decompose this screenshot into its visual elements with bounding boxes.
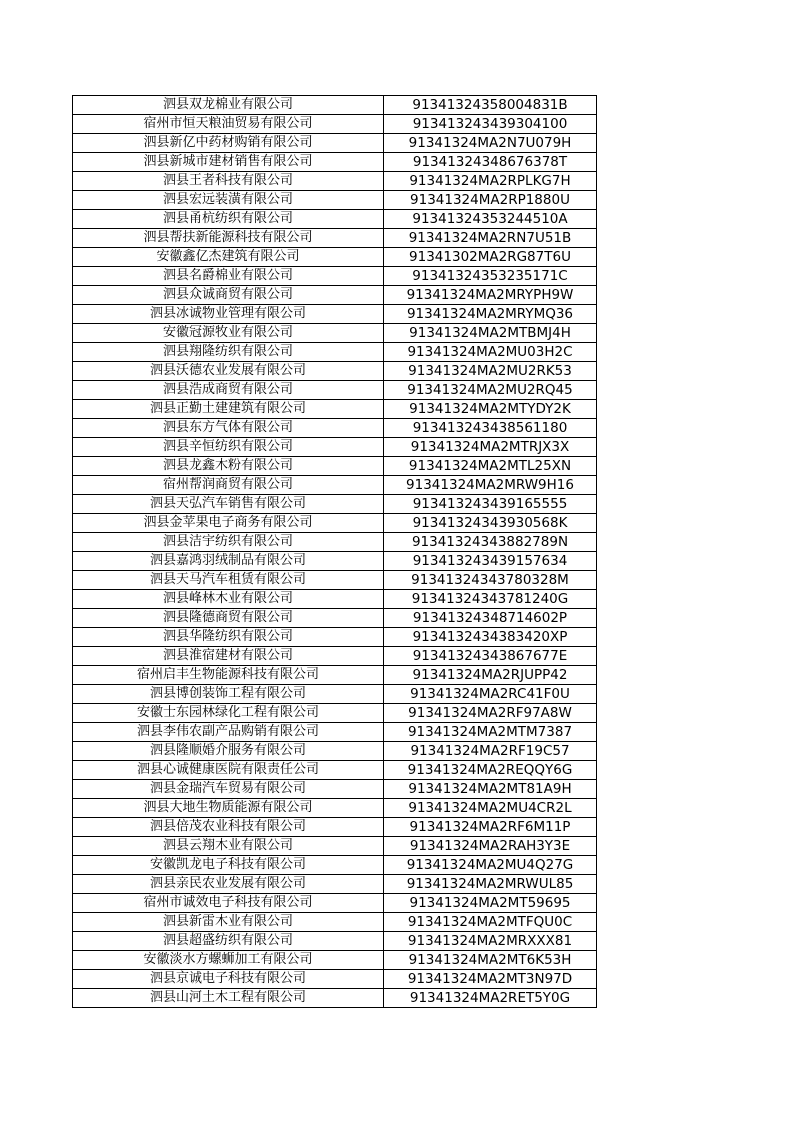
credit-code-cell: 91341324MA2RF97A8W: [384, 704, 597, 723]
company-name-cell: 泗县嘉鸿羽绒制品有限公司: [73, 552, 384, 571]
company-name-cell: 泗县云翔木业有限公司: [73, 837, 384, 856]
table-row: [73, 400, 597, 419]
credit-code-cell: 91341324MA2MU4Q27G: [384, 856, 597, 875]
company-name-cell: 泗县双龙棉业有限公司: [73, 96, 384, 115]
table-row: [73, 742, 597, 761]
credit-code-cell: 91341324343780328M: [384, 571, 597, 590]
company-name-cell: 泗县浩成商贸有限公司: [73, 381, 384, 400]
credit-code-cell: 91341324MA2MTRJX3X: [384, 438, 597, 457]
company-name-cell: 泗县翔隆纺织有限公司: [73, 343, 384, 362]
company-name-cell: 泗县金苹果电子商务有限公司: [73, 514, 384, 533]
table-row: [73, 913, 597, 932]
credit-code-cell: 91341324MA2MU4CR2L: [384, 799, 597, 818]
table-row: [73, 571, 597, 590]
table-row: [73, 799, 597, 818]
credit-code-cell: 91341324343930568K: [384, 514, 597, 533]
credit-code-cell: 91341324348676378T: [384, 153, 597, 172]
credit-code-cell: 91341324MA2RPLKG7H: [384, 172, 597, 191]
company-name-cell: 泗县王者科技有限公司: [73, 172, 384, 191]
company-name-cell: 宿州市恒天粮油贸易有限公司: [73, 115, 384, 134]
company-name-cell: 安徽凯龙电子科技有限公司: [73, 856, 384, 875]
credit-code-cell: 91341324MA2RET5Y0G: [384, 989, 597, 1008]
table-row: [73, 96, 597, 115]
company-table: [72, 95, 597, 1008]
company-name-cell: 泗县心诚健康医院有限责任公司: [73, 761, 384, 780]
company-name-cell: 泗县天弘汽车销售有限公司: [73, 495, 384, 514]
table-row: [73, 267, 597, 286]
credit-code-cell: 91341324MA2RP1880U: [384, 191, 597, 210]
credit-code-cell: 91341324MA2MT3N97D: [384, 970, 597, 989]
table-row: [73, 343, 597, 362]
table-row: [73, 324, 597, 343]
table-body: [73, 96, 597, 1008]
table-row: [73, 476, 597, 495]
company-name-cell: 安徽士东园林绿化工程有限公司: [73, 704, 384, 723]
credit-code-cell: 91341324MA2MT59695: [384, 894, 597, 913]
company-name-cell: 泗县天马汽车租赁有限公司: [73, 571, 384, 590]
company-name-cell: 安徽淡水方螺蛳加工有限公司: [73, 951, 384, 970]
credit-code-cell: 91341324MA2RF6M11P: [384, 818, 597, 837]
table-row: [73, 780, 597, 799]
company-name-cell: 泗县李伟农副产品购销有限公司: [73, 723, 384, 742]
credit-code-cell: 91341324MA2MRXXX81: [384, 932, 597, 951]
company-name-cell: 泗县华隆纺织有限公司: [73, 628, 384, 647]
credit-code-cell: 913413243438561180: [384, 419, 597, 438]
company-name-cell: 泗县名爵棉业有限公司: [73, 267, 384, 286]
table-row: [73, 514, 597, 533]
table-row: [73, 210, 597, 229]
table-row: [73, 989, 597, 1008]
company-name-cell: 泗县倍茂农业科技有限公司: [73, 818, 384, 837]
company-name-cell: 泗县大地生物质能源有限公司: [73, 799, 384, 818]
table-row: [73, 685, 597, 704]
credit-code-cell: 91341324MA2MT81A9H: [384, 780, 597, 799]
table-row: [73, 191, 597, 210]
table-row: [73, 666, 597, 685]
company-name-cell: 泗县新城市建材销售有限公司: [73, 153, 384, 172]
company-name-cell: 泗县京诚电子科技有限公司: [73, 970, 384, 989]
credit-code-cell: 91341324MA2MTL25XN: [384, 457, 597, 476]
credit-code-cell: 91341324MA2RJUPP42: [384, 666, 597, 685]
credit-code-cell: 91341324MA2RAH3Y3E: [384, 837, 597, 856]
company-name-cell: 安徽冠源牧业有限公司: [73, 324, 384, 343]
table-row: [73, 818, 597, 837]
credit-code-cell: 91341324MA2MTYDY2K: [384, 400, 597, 419]
company-name-cell: 泗县山河土木工程有限公司: [73, 989, 384, 1008]
table-row: [73, 172, 597, 191]
table-row: [73, 609, 597, 628]
company-name-cell: 泗县峰林木业有限公司: [73, 590, 384, 609]
table-row: [73, 533, 597, 552]
company-name-cell: 泗县龙鑫木粉有限公司: [73, 457, 384, 476]
company-name-cell: 泗县辛恒纺织有限公司: [73, 438, 384, 457]
table-row: [73, 286, 597, 305]
table-row: [73, 381, 597, 400]
credit-code-cell: 91341324353244510A: [384, 210, 597, 229]
credit-code-cell: 91341324343867677E: [384, 647, 597, 666]
company-name-cell: 泗县甬杭纺织有限公司: [73, 210, 384, 229]
company-name-cell: 宿州市诚效电子科技有限公司: [73, 894, 384, 913]
table-row: [73, 894, 597, 913]
table-row: [73, 590, 597, 609]
company-name-cell: 泗县正勤土建建筑有限公司: [73, 400, 384, 419]
company-name-cell: 泗县冰诚物业管理有限公司: [73, 305, 384, 324]
credit-code-cell: 913413243439157634: [384, 552, 597, 571]
credit-code-cell: 91341324MA2MTBMJ4H: [384, 324, 597, 343]
credit-code-cell: 91341324343781240G: [384, 590, 597, 609]
company-name-cell: 泗县新雷木业有限公司: [73, 913, 384, 932]
credit-code-cell: 91341324MA2MRWUL85: [384, 875, 597, 894]
company-name-cell: 安徽鑫亿杰建筑有限公司: [73, 248, 384, 267]
credit-code-cell: 91341324MA2REQQY6G: [384, 761, 597, 780]
credit-code-cell: 91341302MA2RG87T6U: [384, 248, 597, 267]
table-row: [73, 856, 597, 875]
company-name-cell: 宿州启丰生物能源科技有限公司: [73, 666, 384, 685]
company-name-cell: 泗县隆顺婚介服务有限公司: [73, 742, 384, 761]
table-row: [73, 362, 597, 381]
credit-code-cell: 91341324MA2MU2RQ45: [384, 381, 597, 400]
company-name-cell: 泗县隆德商贸有限公司: [73, 609, 384, 628]
table-row: [73, 153, 597, 172]
company-name-cell: 泗县帮扶新能源科技有限公司: [73, 229, 384, 248]
credit-code-cell: 9134132434383420XP: [384, 628, 597, 647]
table-row: [73, 970, 597, 989]
credit-code-cell: 91341324MA2MTM7387: [384, 723, 597, 742]
table-row: [73, 438, 597, 457]
credit-code-cell: 91341324MA2RF19C57: [384, 742, 597, 761]
credit-code-cell: 91341324MA2RC41F0U: [384, 685, 597, 704]
table-row: [73, 552, 597, 571]
company-name-cell: 泗县洁宇纺织有限公司: [73, 533, 384, 552]
credit-code-cell: 91341324343882789N: [384, 533, 597, 552]
table-row: [73, 457, 597, 476]
table-row: [73, 134, 597, 153]
table-row: [73, 647, 597, 666]
credit-code-cell: 91341324MA2MRYMQ36: [384, 305, 597, 324]
table-row: [73, 305, 597, 324]
company-name-cell: 泗县博创装饰工程有限公司: [73, 685, 384, 704]
credit-code-cell: 91341324MA2MRW9H16: [384, 476, 597, 495]
table-row: [73, 761, 597, 780]
credit-code-cell: 91341324348714602P: [384, 609, 597, 628]
company-name-cell: 宿州帮润商贸有限公司: [73, 476, 384, 495]
company-name-cell: 泗县宏远装潢有限公司: [73, 191, 384, 210]
company-name-cell: 泗县众诚商贸有限公司: [73, 286, 384, 305]
table-row: [73, 229, 597, 248]
table-row: [73, 248, 597, 267]
company-name-cell: 泗县沃德农业发展有限公司: [73, 362, 384, 381]
table-row: [73, 495, 597, 514]
credit-code-cell: 913413243439165555: [384, 495, 597, 514]
table-row: [73, 704, 597, 723]
table-row: [73, 932, 597, 951]
credit-code-cell: 91341324MA2MT6K53H: [384, 951, 597, 970]
table-row: [73, 875, 597, 894]
company-name-cell: 泗县亲民农业发展有限公司: [73, 875, 384, 894]
credit-code-cell: 91341324MA2N7U079H: [384, 134, 597, 153]
table-row: [73, 951, 597, 970]
company-name-cell: 泗县淮宿建材有限公司: [73, 647, 384, 666]
table-row: [73, 115, 597, 134]
credit-code-cell: 91341324MA2MRYPH9W: [384, 286, 597, 305]
credit-code-cell: 91341324MA2MU03H2C: [384, 343, 597, 362]
company-name-cell: 泗县金瑞汽车贸易有限公司: [73, 780, 384, 799]
credit-code-cell: 91341324MA2MU2RK53: [384, 362, 597, 381]
table-row: [73, 837, 597, 856]
credit-code-cell: 91341324353235171C: [384, 267, 597, 286]
company-name-cell: 泗县超盛纺织有限公司: [73, 932, 384, 951]
table-row: [73, 628, 597, 647]
company-name-cell: 泗县东方气体有限公司: [73, 419, 384, 438]
credit-code-cell: 91341324MA2RN7U51B: [384, 229, 597, 248]
company-name-cell: 泗县新亿中药材购销有限公司: [73, 134, 384, 153]
table-row: [73, 419, 597, 438]
table-row: [73, 723, 597, 742]
credit-code-cell: 91341324MA2MTFQU0C: [384, 913, 597, 932]
credit-code-cell: 91341324358004831B: [384, 96, 597, 115]
credit-code-cell: 913413243439304100: [384, 115, 597, 134]
